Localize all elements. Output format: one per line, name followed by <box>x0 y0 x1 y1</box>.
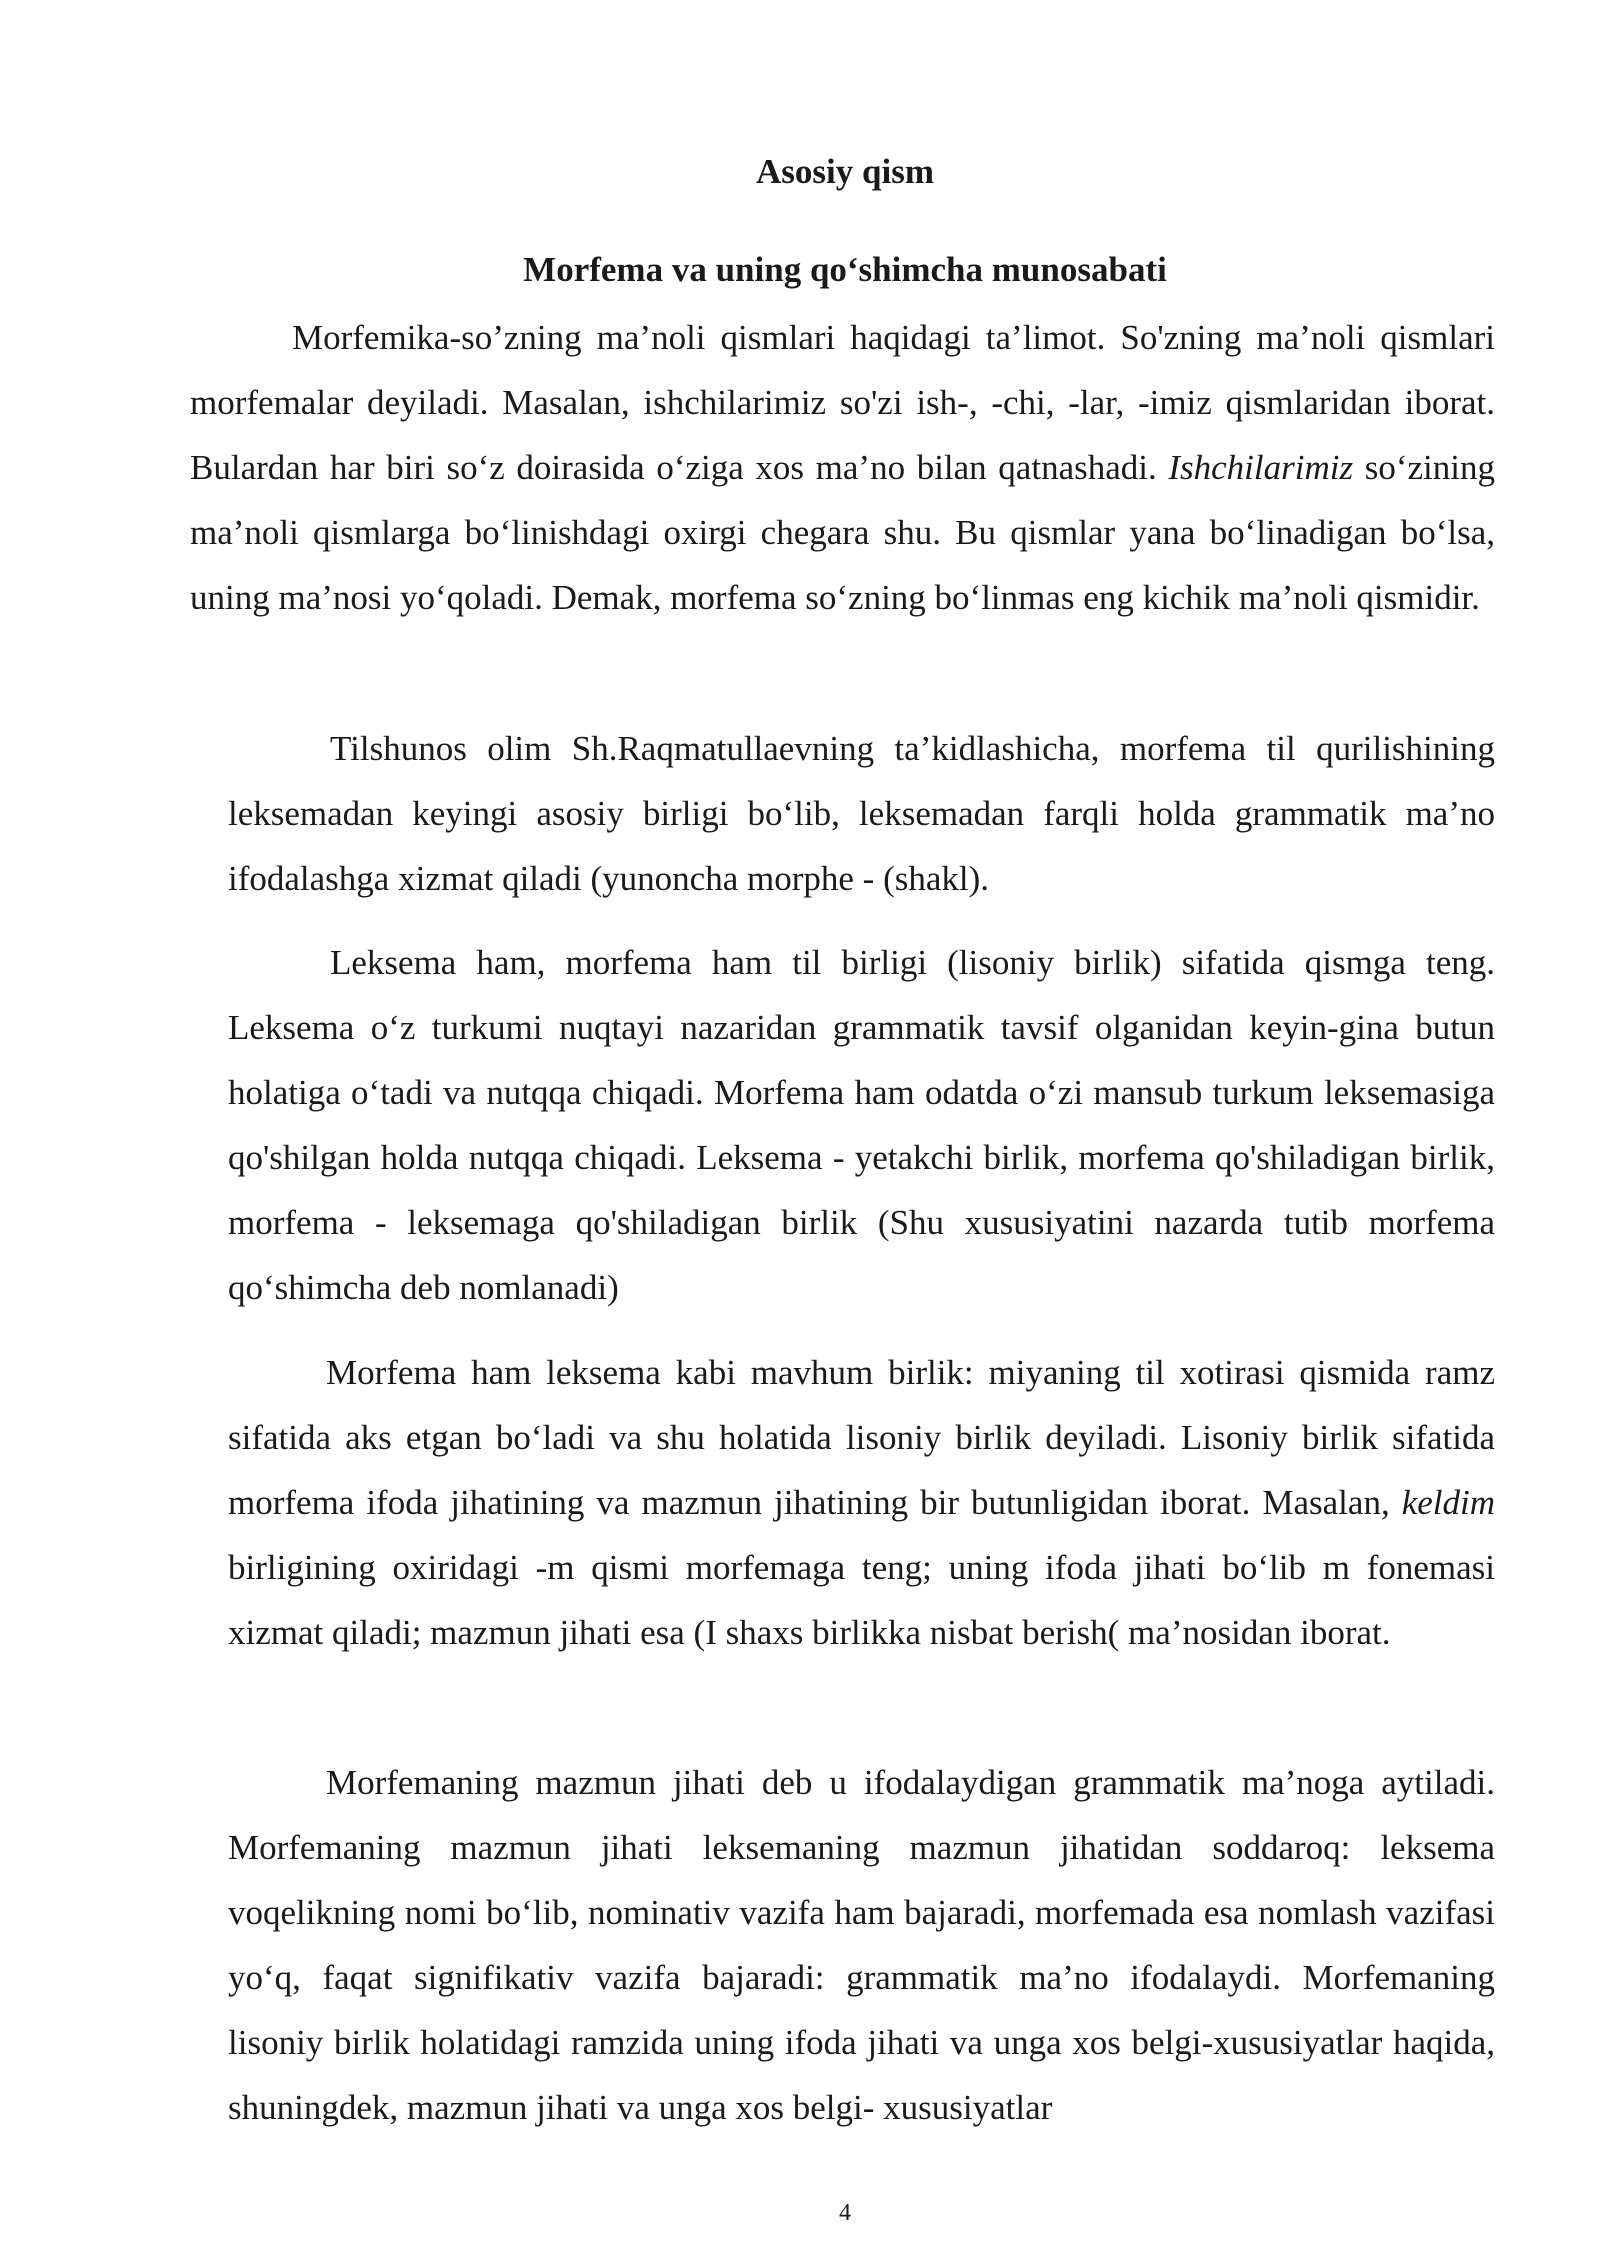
page-title: Asosiy qism <box>756 152 934 191</box>
body-paragraph-1 <box>190 305 1495 630</box>
italic-term: keldim <box>1401 1483 1495 1522</box>
body-paragraph-2: Tilshunos olim Sh.Raqmatullaevning ta’kidlashicha, morfema til qurilishining leksemadan keyingi asosiy birligi bo‘lib, leksemadan farqli holda grammatik ma’no ifodalashga xizmat qiladi (yunoncha morphe - (shakl). <box>228 729 1495 898</box>
paragraph-text: Morfemika-so’zning ma’noli qismlari haqidagi ta’limot. So'zning ma’noli qismlari morfemalar deyiladi. Masalan, ishchilarimiz so'zi ish-, -chi, -lar, -imiz qismlaridan iborat. Bulardan har biri so‘z doirasida o‘ziga xos ma’no bilan qatnashadi. <box>190 318 1495 487</box>
section-heading: Morfema va uning qo‘shimcha munosabati <box>523 250 1167 289</box>
body-paragraph-5: Morfemaning mazmun jihati deb u ifodalaydigan grammatik ma’noga aytiladi. Morfemaning mazmun jihati leksemaning mazmun jihatidan soddaroq: leksema voqelikning nomi bo‘lib, nominativ vazifa ham bajaradi, morfemada esa nomlash vazifasi yo‘q, faqat signifikativ vazifa bajaradi: grammatik ma’no ifodalaydi. Morfemaning lisoniy birlik holatidagi ramzida uning ifoda jihati va unga xos belgi-xususiyatlar haqida, shuningdek, mazmun jihati va unga xos belgi- xususiyatlar <box>228 1763 1495 2127</box>
body-paragraph-4 <box>228 1340 1495 1665</box>
italic-term: Ishchilarimiz <box>1168 448 1354 487</box>
paragraph-text: birligining oxiridagi -m qismi morfemaga teng; uning ifoda jihati bo‘lib m fonemasi xizmat qiladi; mazmun jihati esa (I shaxs birlikka nisbat berish( ma’nosidan iborat. <box>228 1548 1495 1652</box>
body-paragraph-3: Leksema ham, morfema ham til birligi (lisoniy birlik) sifatida qismga teng. Leksema o‘z turkumi nuqtayi nazaridan grammatik tavsif olganidan keyin-gina butun holatiga o‘tadi va nutqqa chiqadi. Morfema ham odatda o‘zi mansub turkum leksemasiga qo'shilgan holda nutqqa chiqadi. Leksema - yetakchi birlik, morfema qo'shiladigan birlik, morfema - leksemaga qo'shiladigan birlik (Shu xususiyatini nazarda tutib morfema qo‘shimcha deb nomlanadi) <box>228 943 1495 1307</box>
paragraph-text: Morfema ham leksema kabi mavhum birlik: miyaning til xotirasi qismida ramz sifatida aks etgan bo‘ladi va shu holatida lisoniy birlik deyiladi. Lisoniy birlik sifatida morfema ifoda jihatining va mazmun jihatining bir butunligidan iborat. Masalan, <box>228 1353 1495 1522</box>
paragraph-text: so‘zining ma’noli qismlarga bo‘linishdagi oxirgi chegara shu. Bu qismlar yana bo‘linadigan bo‘lsa, uning ma’nosi yo‘qoladi. Demak, morfema so‘zning bo‘linmas eng kichik ma’noli qismidir. <box>190 448 1495 617</box>
page-number: 4 <box>839 2200 851 2226</box>
